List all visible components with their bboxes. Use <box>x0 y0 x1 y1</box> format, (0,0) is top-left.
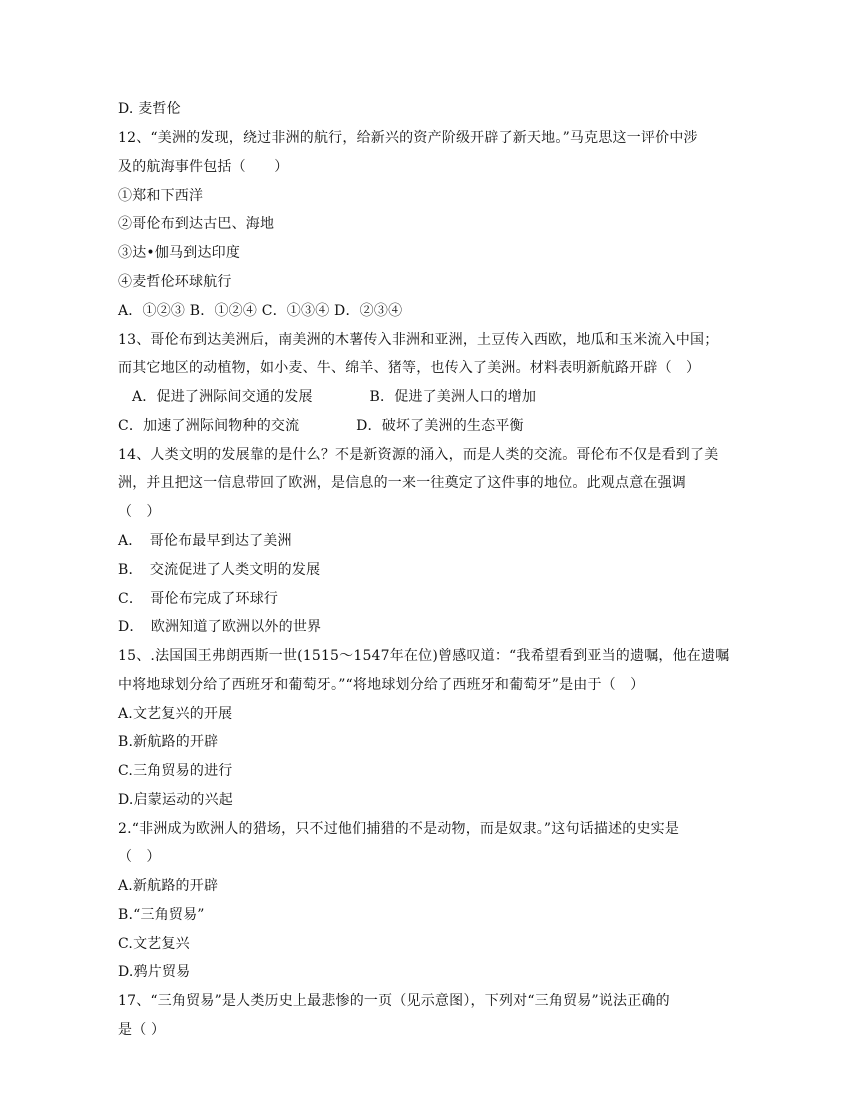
question-14-option-b: B． 交流促进了人类文明的发展 <box>118 562 321 578</box>
question-17-stem-line-1: 17、“三角贸易”是人类历史上最悲惨的一页（见示意图），下列对“三角贸易”说法正确的 <box>118 993 670 1009</box>
question-2-option-b: B.“三角贸易” <box>118 907 205 923</box>
question-12-item-4: ④麦哲伦环球航行 <box>118 274 232 290</box>
question-12-item-3: ③达•伽马到达印度 <box>118 245 241 261</box>
question-13-options-ab: A．促进了洲际间交通的发展 B．促进了美洲人口的增加 <box>132 389 537 405</box>
question-12-item-2: ②哥伦布到达古巴、海地 <box>118 216 275 232</box>
question-15-option-d: D.启蒙运动的兴起 <box>118 792 233 808</box>
question-12-stem-line-1: 12、“美洲的发现，绕过非洲的航行，给新兴的资产阶级开辟了新天地。”马克思这一评价中涉 <box>118 130 698 146</box>
question-2-option-a: A.新航路的开辟 <box>118 878 219 894</box>
question-2-option-c: C.文艺复兴 <box>118 936 190 952</box>
question-15-option-c: C.三角贸易的进行 <box>118 763 233 779</box>
question-15-option-b: B.新航路的开辟 <box>118 734 219 750</box>
option-d-text: D. 麦哲伦 <box>118 101 181 117</box>
question-13-options-cd: C．加速了洲际间物种的交流 D．破坏了美洲的生态平衡 <box>118 418 524 434</box>
question-12-item-1: ①郑和下西洋 <box>118 188 204 204</box>
question-13-stem-line-1: 13、哥伦布到达美洲后，南美洲的木薯传入非洲和亚洲，土豆传入西欧，地瓜和玉米流入中国； <box>118 332 719 348</box>
question-12-options: A．①②③ B．①②④ C．①③④ D．②③④ <box>118 303 403 319</box>
question-14-option-c: C． 哥伦布完成了环球行 <box>118 591 279 607</box>
question-13-stem-line-2: 而其它地区的动植物，如小麦、牛、绵羊、猪等，也传入了美洲。材料表明新航路开辟（ ） <box>118 360 701 376</box>
question-15-stem-line-1: 15、.法国国王弗朗西斯一世(1515～1547年在位)曾感叹道：“我希望看到亚当的遗嘱，他在遗嘱 <box>118 648 730 664</box>
question-2-answer-blank: （ ） <box>118 849 161 865</box>
question-14-answer-blank: （ ） <box>118 504 161 520</box>
question-2-option-d: D.鸦片贸易 <box>118 964 191 980</box>
question-2-stem: 2.“非洲成为欧洲人的猎场，只不过他们捕猎的不是动物，而是奴隶。”这句话描述的史实是 <box>118 821 680 837</box>
question-15-stem-line-2: 中将地球划分给了西班牙和葡萄牙。”“将地球划分给了西班牙和葡萄牙”是由于（ ） <box>118 677 645 693</box>
question-15-option-a: A.文艺复兴的开展 <box>118 706 233 722</box>
question-17-stem-line-2: 是（ ） <box>118 1022 166 1038</box>
question-14-stem-line-2: 洲，并且把这一信息带回了欧洲，是信息的一来一往奠定了这件事的地位。此观点意在强调 <box>118 475 686 491</box>
question-14-stem-line-1: 14、人类文明的发展靠的是什么？不是新资源的涌入，而是人类的交流。哥伦布不仅是看到了美 <box>118 447 719 463</box>
question-14-option-d: D． 欧洲知道了欧洲以外的世界 <box>118 619 322 635</box>
question-14-option-a: A． 哥伦布最早到达了美洲 <box>118 533 292 549</box>
question-12-stem-line-2: 及的航海事件包括（ ） <box>118 159 289 175</box>
